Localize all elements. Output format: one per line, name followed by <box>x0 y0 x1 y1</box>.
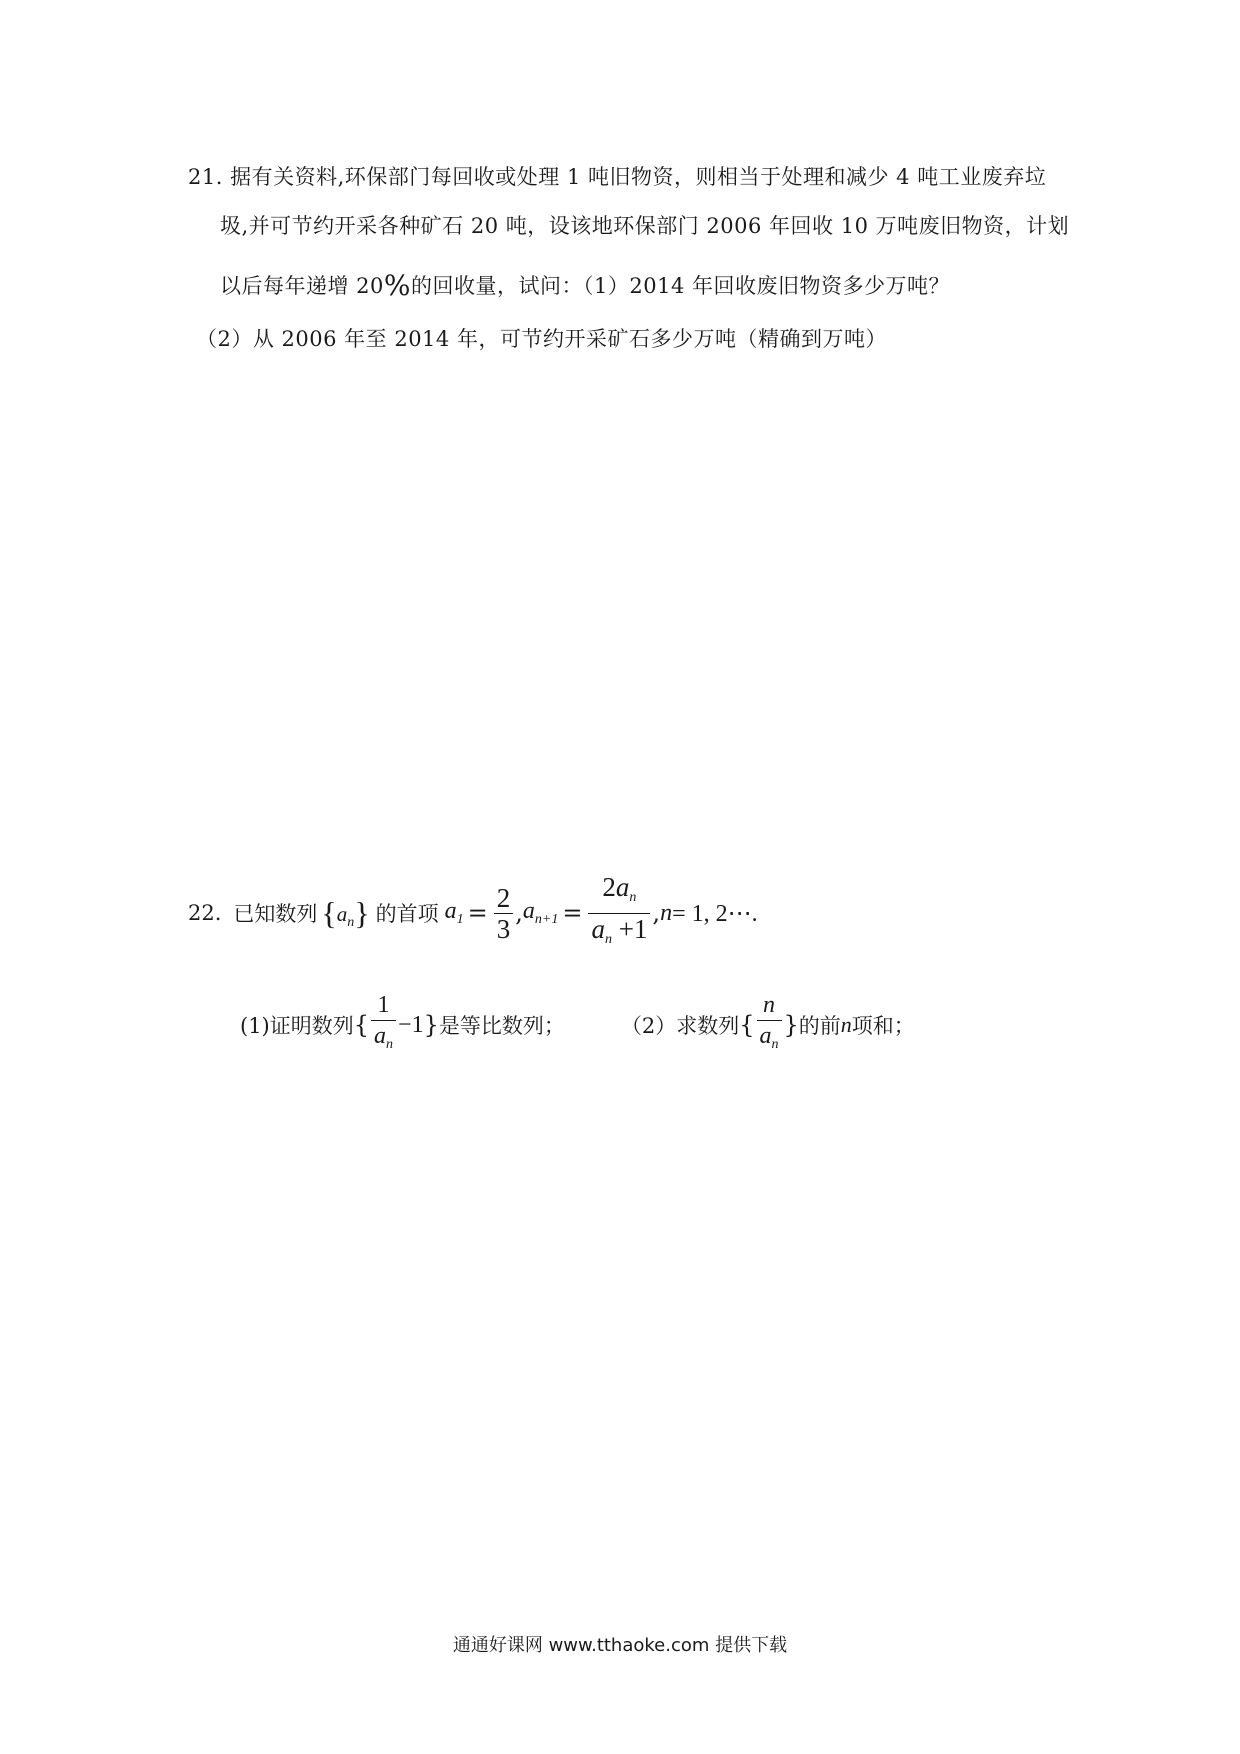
q22-part2-den-sub: n <box>771 1037 779 1052</box>
q22-frac2-denominator <box>588 914 650 955</box>
q22-part2-den-var: a <box>759 1023 772 1049</box>
q22-part1-denominator <box>371 1021 396 1060</box>
q22-part2-denominator <box>757 1021 782 1060</box>
q21-line-3 <box>220 269 950 302</box>
q21-text-line-4: （2）从 2006 年至 2014 年，可节约开采矿石多少万吨（精确到万吨） <box>196 327 887 351</box>
q22-comma-1: , <box>515 899 523 927</box>
q22-sequence <box>321 895 369 932</box>
q22-intro: 已知数列 <box>233 902 318 926</box>
q22-part2-open-brace: { <box>739 1011 755 1039</box>
q22-parts <box>240 985 915 1065</box>
q21-line-1 <box>188 163 1046 191</box>
q22-frac1-numerator: 2 <box>494 883 514 914</box>
q21-percent-sign: % <box>383 269 412 302</box>
q21-text-line-3b: 的回收量，试问：（1）2014 年回收废旧物资多少万吨？ <box>411 274 950 298</box>
q22-part2-n: n <box>840 1012 852 1037</box>
q22-number: 22. <box>188 901 222 925</box>
q22-a1 <box>445 898 464 928</box>
q22-frac2-den-sub: n <box>604 931 612 947</box>
q22-a1-sub: 1 <box>456 912 464 927</box>
q22-n-var: n <box>660 899 673 926</box>
q22-frac1-denominator: 3 <box>496 913 511 944</box>
q22-part2-label: （2）求数列 <box>620 1014 740 1038</box>
q22-frac2-numerator <box>588 872 650 914</box>
q22-seq-open-brace: { <box>321 894 337 931</box>
q22-fraction-recurrence <box>588 872 650 955</box>
q22-first-term-label: 的首项 <box>375 902 439 926</box>
q22-n-values: = 1, 2⋯. <box>672 900 758 927</box>
q22-frac2-den-rest: +1 <box>611 913 648 944</box>
q22-part1-fraction <box>371 990 396 1060</box>
q22-part2-numerator: n <box>757 990 782 1021</box>
q21-line-2 <box>220 212 1069 240</box>
q22-an1-var: a <box>522 898 535 924</box>
q22-eq-2: = <box>562 899 583 927</box>
q22-frac2-den-var: a <box>591 913 605 944</box>
q22-frac2-num-var: a <box>615 871 630 902</box>
q22-part1-minus-one: −1 <box>398 1011 424 1038</box>
q21-text-line-3a: 以后每年递增 20 <box>220 274 384 298</box>
q22-part2-close-brace: } <box>783 1011 799 1039</box>
q22-seq-sub: n <box>347 914 355 930</box>
q22-part2-after: 项和； <box>851 1014 915 1038</box>
q22-an1-sub: n+1 <box>534 912 559 927</box>
q22-frac2-num-coef: 2 <box>602 871 616 902</box>
q22-an1 <box>523 898 558 928</box>
q22-frac2-num-sub: n <box>629 889 637 905</box>
q22-part1-open-brace: { <box>353 1011 370 1039</box>
q21-number: 21. <box>188 165 223 189</box>
q22-seq-var: a <box>336 901 348 926</box>
q22-part1-close-brace: } <box>423 1011 439 1039</box>
q22-part1-numerator: 1 <box>371 990 396 1021</box>
footer-source: 通通好课网 www.tthaoke.com 提供下载 <box>452 1635 788 1656</box>
q21-line-4 <box>196 325 887 353</box>
q22-seq-close-brace: } <box>354 894 370 931</box>
q22-part1-after: 是等比数列； <box>438 1014 565 1038</box>
q22-a1-var: a <box>444 898 457 924</box>
q22-statement <box>188 871 758 948</box>
q22-part1-den-sub: n <box>386 1037 394 1052</box>
q22-comma-2: , <box>652 899 661 927</box>
q22-part2-mid: 的前 <box>798 1014 841 1038</box>
q22-part2-fraction <box>757 990 782 1060</box>
q22-eq-1: = <box>467 899 488 927</box>
q21-text-line-1: 据有关资料,环保部门每回收或处理 1 吨旧物资，则相当于处理和减少 4 吨工业废弃垃 <box>230 165 1047 189</box>
q21-text-line-2: 圾,并可节约开采各种矿石 20 吨，设该地环保部门 2006 年回收 10 万吨废旧物资，计划 <box>220 214 1070 238</box>
q22-part1-den-var: a <box>374 1023 387 1049</box>
q22-fraction-two-thirds <box>494 883 514 944</box>
q22-part1-label: (1)证明数列 <box>240 1014 354 1038</box>
